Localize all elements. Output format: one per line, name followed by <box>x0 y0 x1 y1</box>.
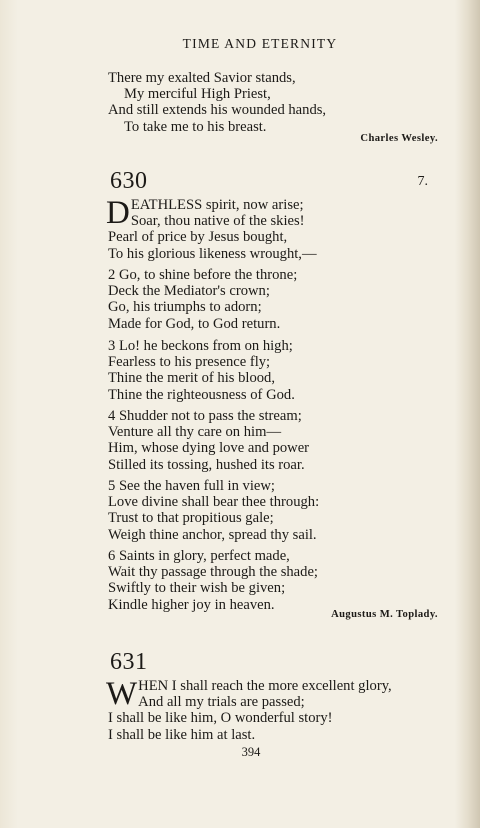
verse-line: To take me to his breast. <box>124 118 267 135</box>
verse-line: HEN I shall reach the more excellent glory, <box>138 678 392 694</box>
hymn-meter: 7. <box>417 174 428 189</box>
verse-line: I shall be like him, O wonderful story! <box>108 710 333 727</box>
verse-line: Swiftly to their wish be given; <box>108 580 286 597</box>
verse-line: Fearless to his presence fly; <box>108 354 271 371</box>
stanza-5 <box>108 478 319 543</box>
drop-cap: W <box>106 676 138 712</box>
author-attribution: Charles Wesley. <box>360 133 438 144</box>
verse-line: Kindle higher joy in heaven. <box>108 596 275 613</box>
verse-line: Love divine shall bear thee through: <box>108 494 320 511</box>
verse-line: Venture all thy care on him— <box>108 424 282 441</box>
running-header: TIME AND ETERNITY <box>182 36 338 51</box>
verse-line: Deck the Mediator's crown; <box>108 283 270 300</box>
verse-line: To his glorious likeness wrought,— <box>108 245 317 262</box>
hymn-number: 630 <box>110 168 148 194</box>
verse-line: Thine the merit of his blood, <box>108 370 275 387</box>
stanza-4 <box>108 408 309 473</box>
verse-line: And still extends his wounded hands, <box>108 102 327 119</box>
verse-line: I shall be like him at last. <box>108 726 256 743</box>
previous-hymn-verse <box>108 70 326 135</box>
verse-line: EATHLESS spirit, now arise; <box>130 197 304 213</box>
verse-line: Weigh thine anchor, spread thy sail. <box>108 526 317 543</box>
verse-line: Stilled its tossing, hushed its roar. <box>108 456 305 473</box>
verse-line: 6 Saints in glory, perfect made, <box>108 548 290 564</box>
drop-cap: D <box>106 195 130 231</box>
verse-line: Made for God, to God return. <box>108 315 281 332</box>
verse-line: 3 Lo! he beckons from on high; <box>108 338 293 354</box>
verse-line: Thine the righteousness of God. <box>108 386 295 403</box>
verse-line: My merciful High Priest, <box>124 86 271 103</box>
verse-line: 4 Shudder not to pass the stream; <box>108 408 302 424</box>
verse-line: Soar, thou native of the skies! <box>130 213 305 230</box>
verse-line: Trust to that propitious gale; <box>108 510 274 527</box>
stanza-1 <box>108 197 317 262</box>
stanza-1 <box>106 676 392 743</box>
stanza-6 <box>108 548 318 613</box>
author-attribution: Augustus M. Toplady. <box>331 609 438 620</box>
stanza-3 <box>108 338 295 403</box>
verse-line: There my exalted Savior stands, <box>108 70 296 86</box>
verse-line: Him, whose dying love and power <box>108 440 310 457</box>
stanza-2 <box>108 267 297 332</box>
verse-line: Wait thy passage through the shade; <box>108 564 318 581</box>
verse-line: 2 Go, to shine before the throne; <box>108 267 298 283</box>
verse-line: Pearl of price by Jesus bought, <box>108 229 288 246</box>
verse-line: Go, his triumphs to adorn; <box>108 299 262 316</box>
hymn-number: 631 <box>110 649 148 675</box>
page-number: 394 <box>241 745 261 759</box>
verse-line: 5 See the haven full in view; <box>108 478 275 494</box>
verse-line: And all my trials are passed; <box>138 694 305 711</box>
